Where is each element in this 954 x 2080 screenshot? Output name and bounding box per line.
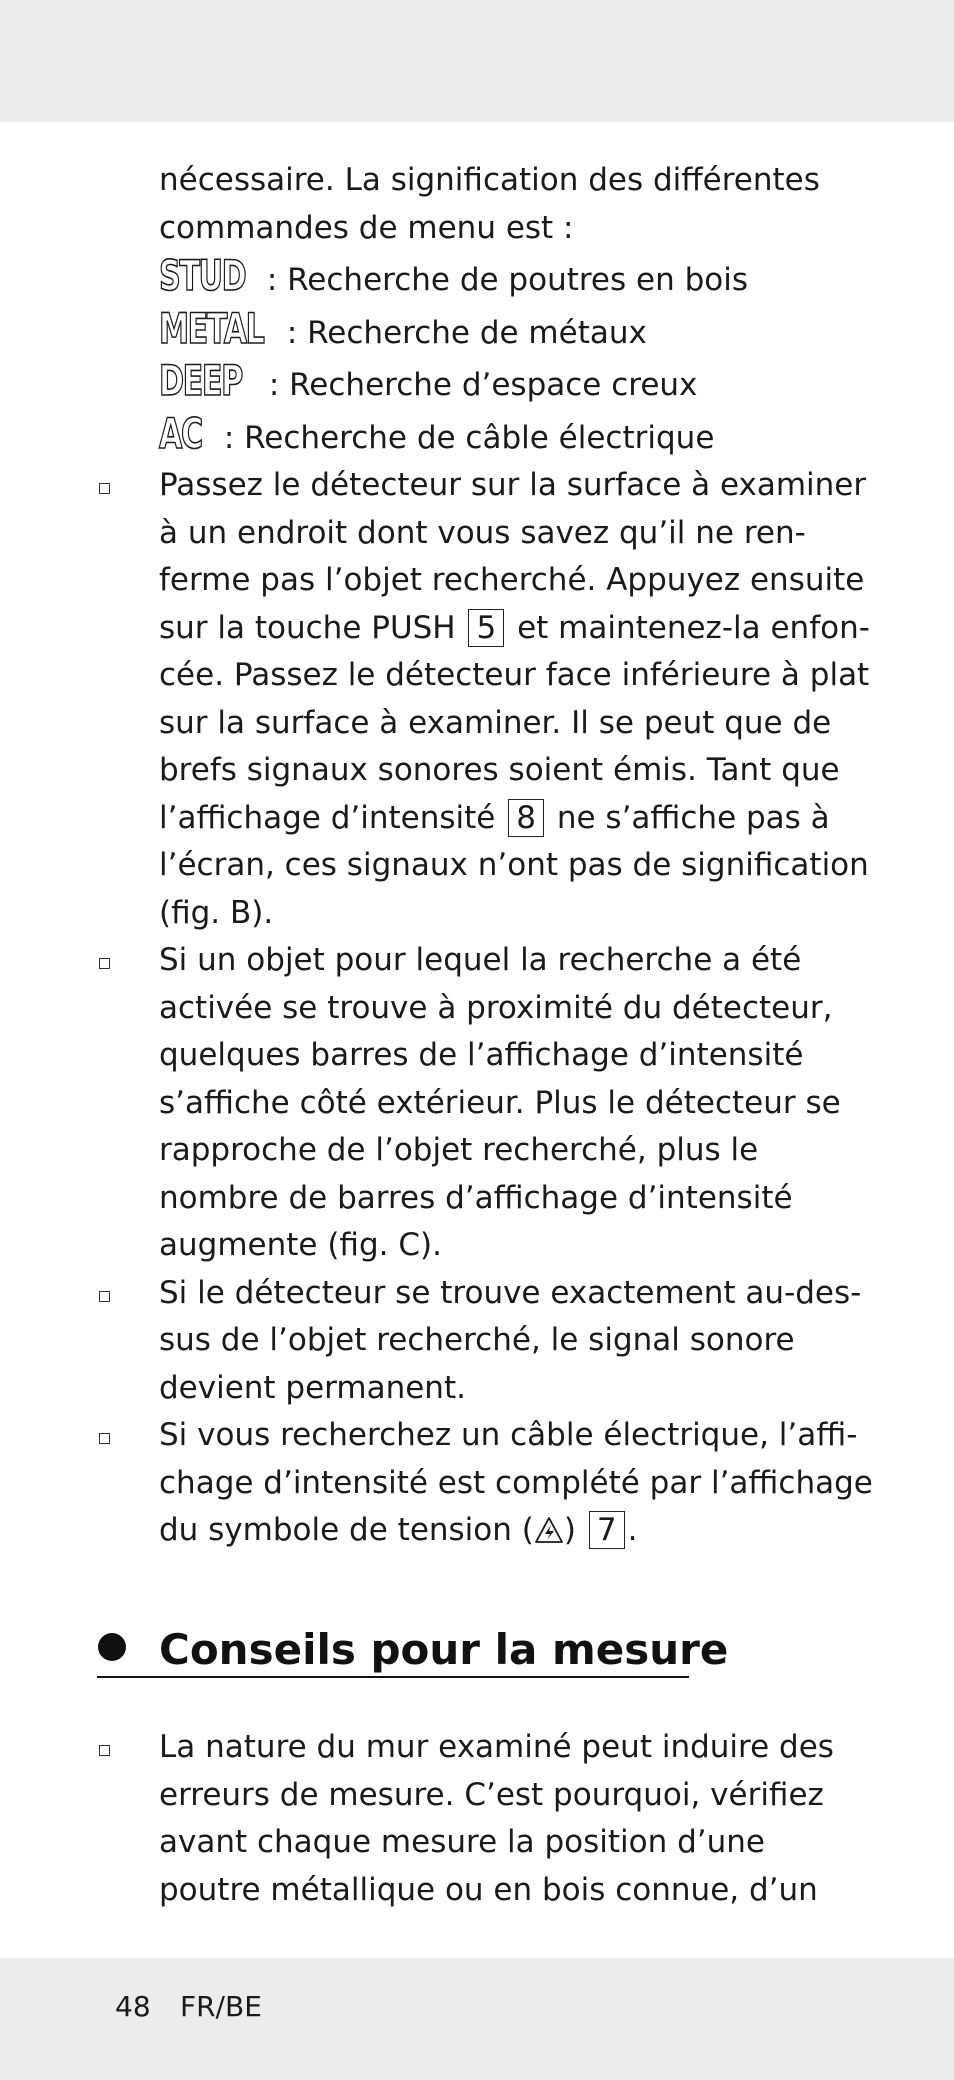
reference-number-box: 7 (589, 1511, 625, 1549)
mode-desc: : Recherche de poutres en bois (257, 262, 748, 298)
text-fragment: ne s’affiche pas à (556, 799, 830, 836)
text-line: à un endroit dont vous savez qu’il ne ren- (159, 514, 806, 551)
text-line: chage d’intensité est complété par l’affichage (159, 1464, 873, 1501)
text-line: sus de l’objet recherché, le signal sonore (159, 1322, 795, 1358)
text-line: Si le détecteur se trouve exactement au-des- (159, 1274, 862, 1311)
mode-desc: : Recherche d’espace creux (259, 367, 698, 403)
text-line: sur la surface à examiner. Il se peut que de (159, 704, 832, 741)
text-line: Si un objet pour lequel la recherche a été (159, 942, 802, 978)
section-heading (0, 1620, 954, 1680)
list-item (0, 1412, 954, 1559)
checkbox-bullet-icon (99, 1745, 110, 1756)
text-line: brefs signaux sonores soient émis. Tant que (159, 752, 840, 788)
text-fragment: du symbole de tension ( (159, 1512, 534, 1548)
text-line: poutre métallique ou en bois connue, d’un (159, 1871, 818, 1908)
reference-number-box: 5 (468, 609, 504, 647)
mode-stud (159, 252, 839, 305)
locale-label: FR/BE (180, 1990, 262, 2023)
text-line: La nature du mur examiné peut induire des (159, 1729, 834, 1765)
mode-code-ac: AC (159, 408, 202, 458)
text-fragment: l’affichage d’intensité (159, 799, 496, 836)
mode-desc: : Recherche de métaux (277, 314, 647, 351)
mode-deep (159, 357, 839, 410)
checkbox-bullet-icon (99, 1433, 110, 1444)
checkbox-bullet-icon (99, 483, 110, 494)
heading-bullet-icon (98, 1633, 126, 1661)
text-line: Passez le détecteur sur la surface à examiner (159, 467, 867, 503)
heading-title: Conseils pour la mesure (159, 1625, 729, 1674)
text-line: s’affiche côté extérieur. Plus le détecteur se (159, 1084, 841, 1121)
menu-mode-list (159, 252, 839, 462)
checkbox-bullet-icon (99, 1291, 110, 1302)
text-line: rapproche de l’objet recherché, plus le (159, 1132, 759, 1168)
intro-paragraph (159, 157, 839, 252)
text-line: avant chaque mesure la position d’une (159, 1824, 765, 1860)
mode-code-stud: STUD (159, 251, 246, 300)
checkbox-bullet-icon (99, 958, 110, 969)
page-number: 48 (115, 1990, 151, 2023)
text-fragment: sur la touche PUSH (159, 609, 456, 646)
list-item (0, 462, 954, 937)
text-fragment: . (627, 1512, 638, 1548)
mode-code-deep: DEEP (159, 356, 242, 405)
heading-underline (97, 1676, 689, 1678)
text-line: quelques barres de l’affichage d’intensité (159, 1037, 804, 1073)
mode-desc: : Recherche de câble électrique (214, 419, 715, 456)
mode-code-metal: METAL (159, 303, 264, 353)
text-line: devient permanent. (159, 1369, 466, 1406)
text-fragment: et maintenez-la enfon- (517, 609, 870, 646)
text-line: nécessaire. La signification des différentes (159, 162, 820, 198)
text-line (159, 605, 870, 653)
list-item (0, 1724, 954, 1914)
text-line: Si vous recherchez un câble électrique, l’affi- (159, 1417, 858, 1453)
text-line: augmente (fig. C). (159, 1227, 442, 1263)
text-line: erreurs de mesure. C’est pourquoi, vérifiez (159, 1776, 824, 1813)
list-item (0, 937, 954, 1270)
list-item (0, 1270, 954, 1413)
text-line: commandes de menu est : (159, 209, 574, 246)
text-line: activée se trouve à proximité du détecteur, (159, 989, 833, 1026)
mode-ac (159, 410, 839, 463)
mode-metal (159, 305, 839, 358)
text-line (159, 1507, 839, 1559)
text-line (159, 795, 839, 843)
text-line: l’écran, ces signaux n’ont pas de signification (159, 847, 869, 883)
top-margin-band (0, 0, 954, 122)
text-line: ferme pas l’objet recherché. Appuyez ensuite (159, 562, 865, 598)
text-line: (fig. B). (159, 894, 274, 931)
page-body (0, 157, 954, 1559)
section-body (0, 1724, 954, 1914)
text-line: cée. Passez le détecteur face inférieure à plat (159, 657, 870, 693)
text-fragment: ) (563, 1512, 576, 1548)
text-line: nombre de barres d’affichage d’intensité (159, 1179, 793, 1216)
voltage-warning-icon (534, 1511, 564, 1559)
reference-number-box: 8 (508, 799, 544, 837)
